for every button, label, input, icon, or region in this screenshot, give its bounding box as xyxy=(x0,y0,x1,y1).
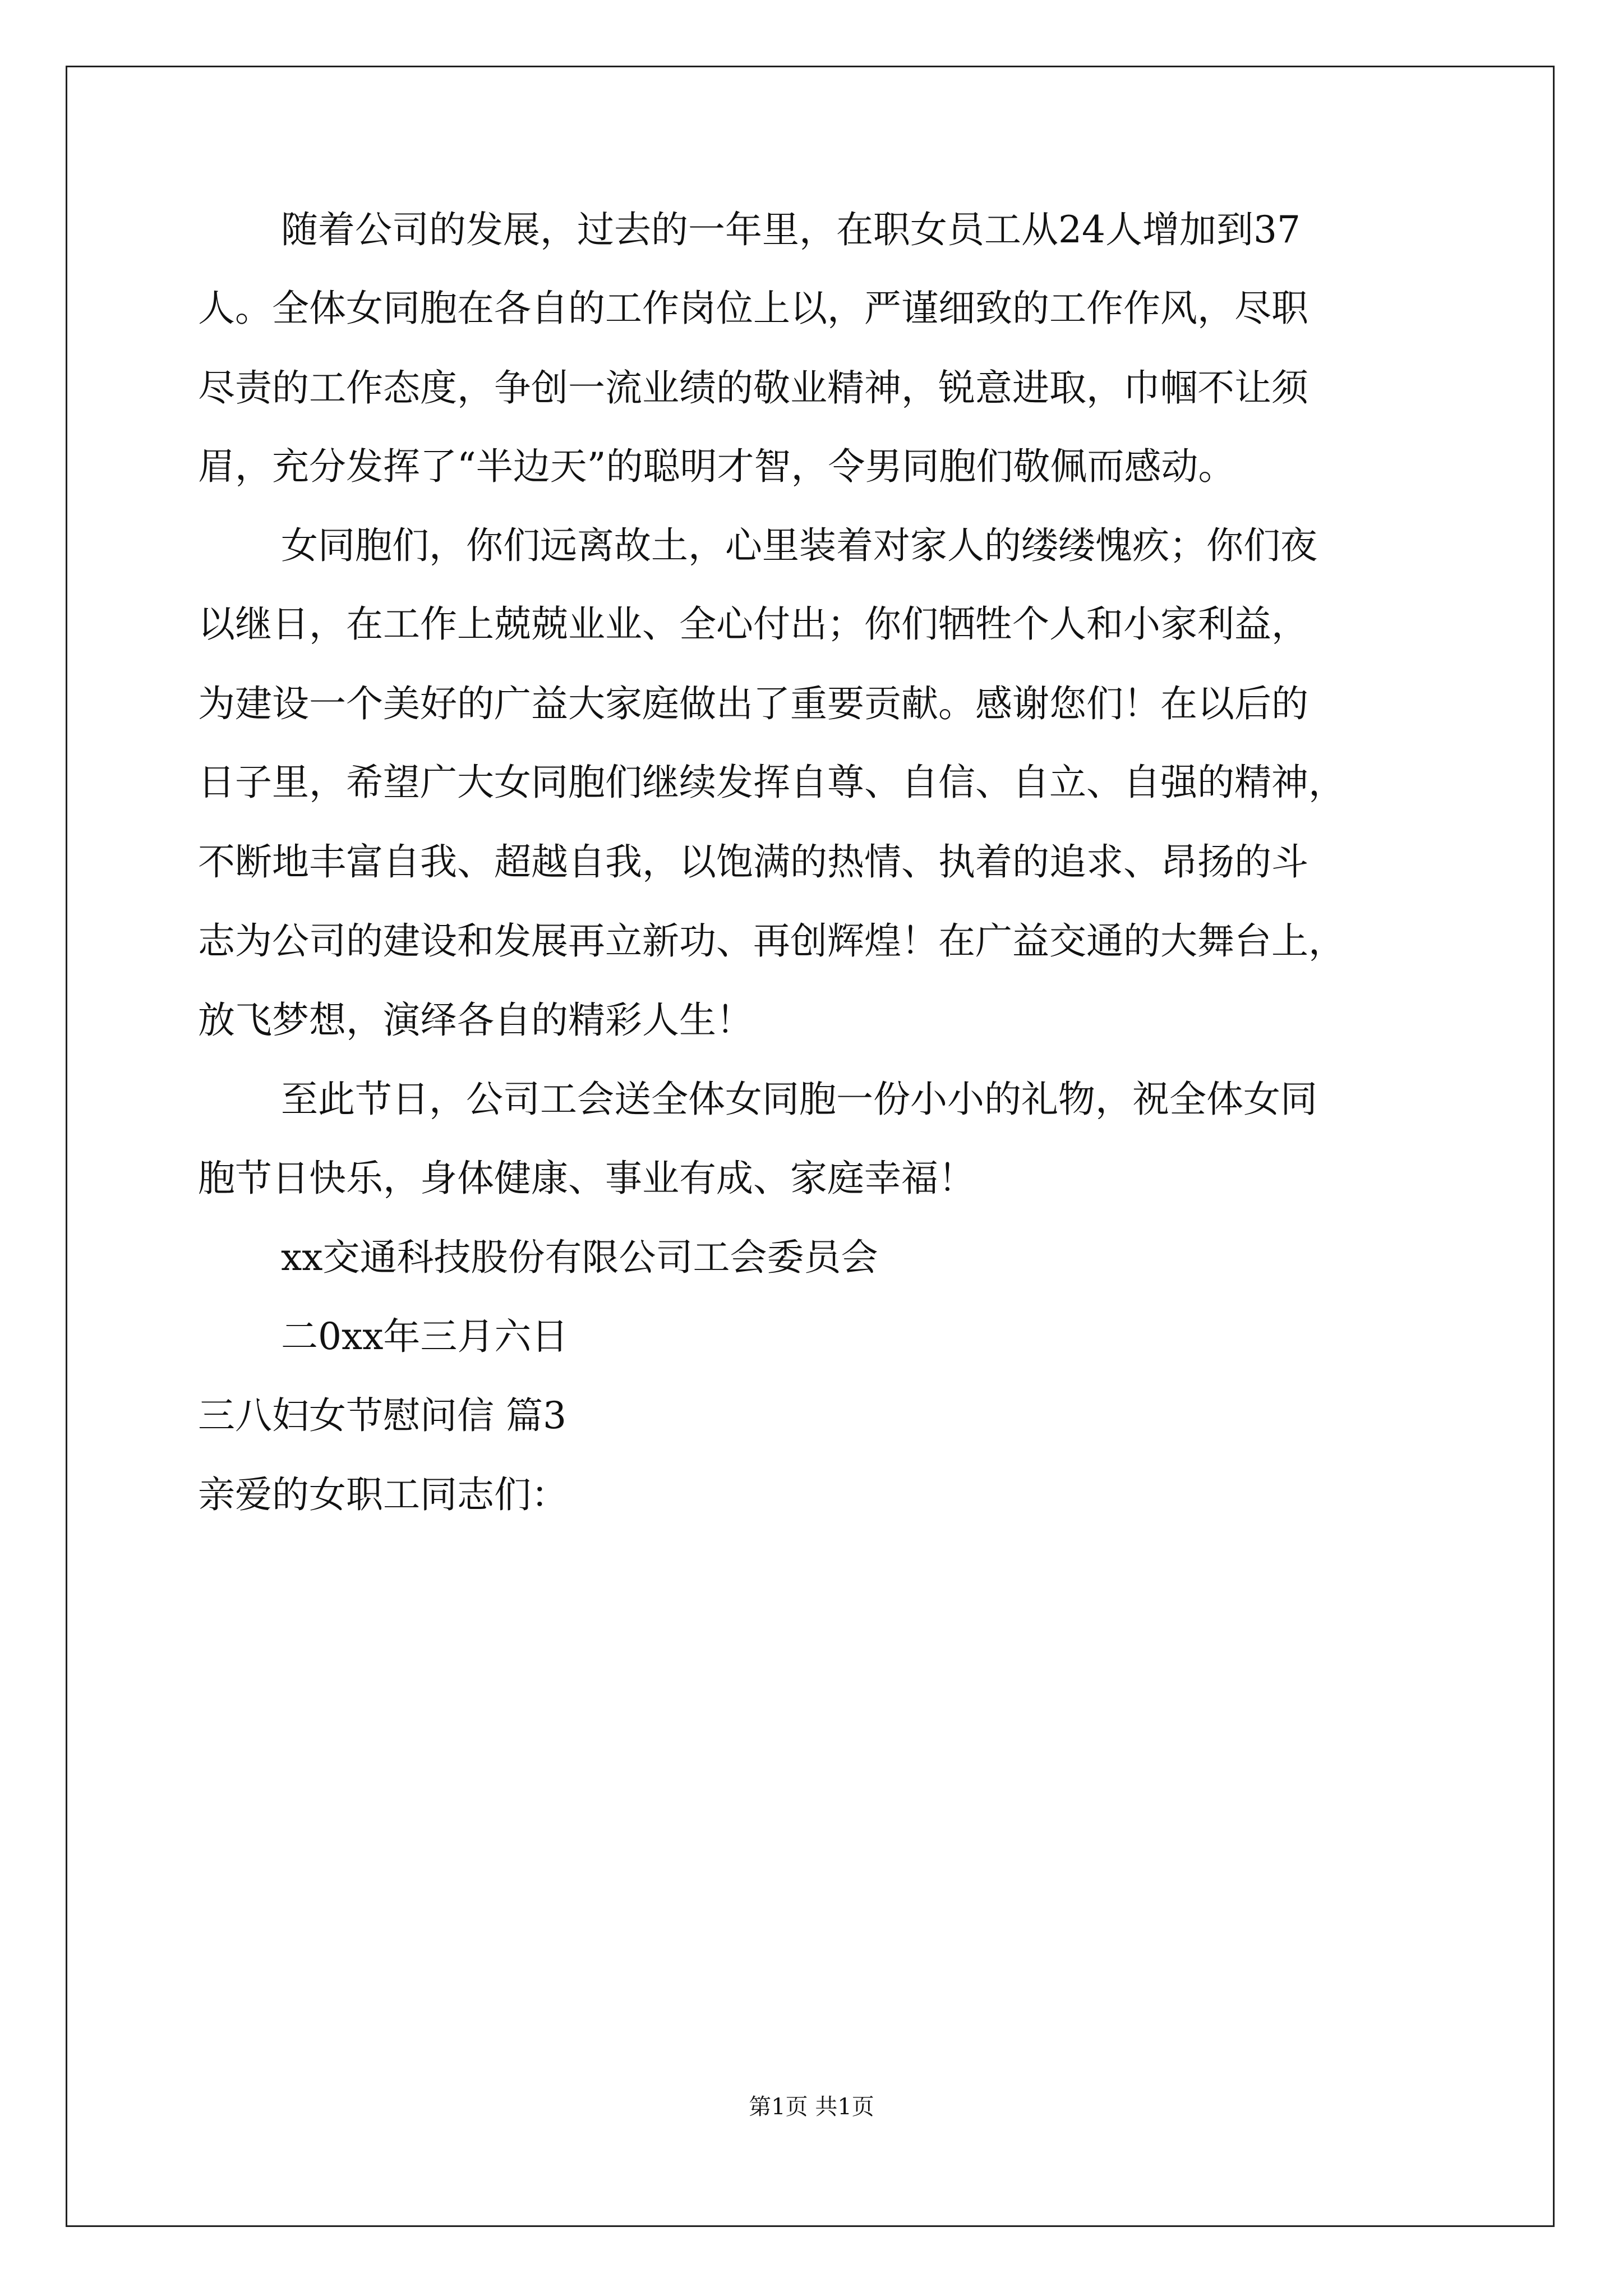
page-footer: 第1页 共1页 xyxy=(749,2094,874,2120)
section-heading: 三八妇女节慰问信 篇3 xyxy=(198,1394,566,1437)
paragraph-line: 为建设一个美好的广益大家庭做出了重要贡献。感谢您们！在以后的 xyxy=(198,682,1308,725)
paragraph-line: 人。全体女同胞在各自的工作岗位上以，严谨细致的工作作风，尽职 xyxy=(198,287,1308,330)
paragraph-line: 女同胞们，你们远离故土，心里装着对家人的缕缕愧疚；你们夜 xyxy=(281,524,1317,567)
paragraph-line: 志为公司的建设和发展再立新功、再创辉煌！在广益交通的大舞台上， xyxy=(198,919,1345,963)
salutation: 亲爱的女职工同志们： xyxy=(198,1473,568,1516)
paragraph-line: 眉，充分发挥了“半边天”的聪明才智，令男同胞们敬佩而感动。 xyxy=(198,445,1235,488)
paragraph-line: 放飞梦想，演绎各自的精彩人生！ xyxy=(198,999,753,1042)
paragraph-line: 日子里，希望广大女同胞们继续发挥自尊、自信、自立、自强的精神， xyxy=(198,761,1345,804)
signature-date: 二0xx年三月六日 xyxy=(281,1315,569,1358)
paragraph-line: 至此节日，公司工会送全体女同胞一份小小的礼物，祝全体女同 xyxy=(281,1078,1317,1121)
signature-organization: xx交通科技股份有限公司工会委员会 xyxy=(281,1236,878,1279)
paragraph-line: 以继日，在工作上兢兢业业、全心付出；你们牺牲个人和小家利益， xyxy=(198,602,1308,646)
paragraph-line: 不断地丰富自我、超越自我，以饱满的热情、执着的追求、昂扬的斗 xyxy=(198,840,1308,884)
paragraph-line: 胞节日快乐，身体健康、事业有成、家庭幸福！ xyxy=(198,1157,975,1200)
paragraph-line: 随着公司的发展，过去的一年里，在职女员工从24人增加到37 xyxy=(281,208,1301,251)
paragraph-line: 尽责的工作态度，争创一流业绩的敬业精神，锐意进取，巾帼不让须 xyxy=(198,366,1308,409)
